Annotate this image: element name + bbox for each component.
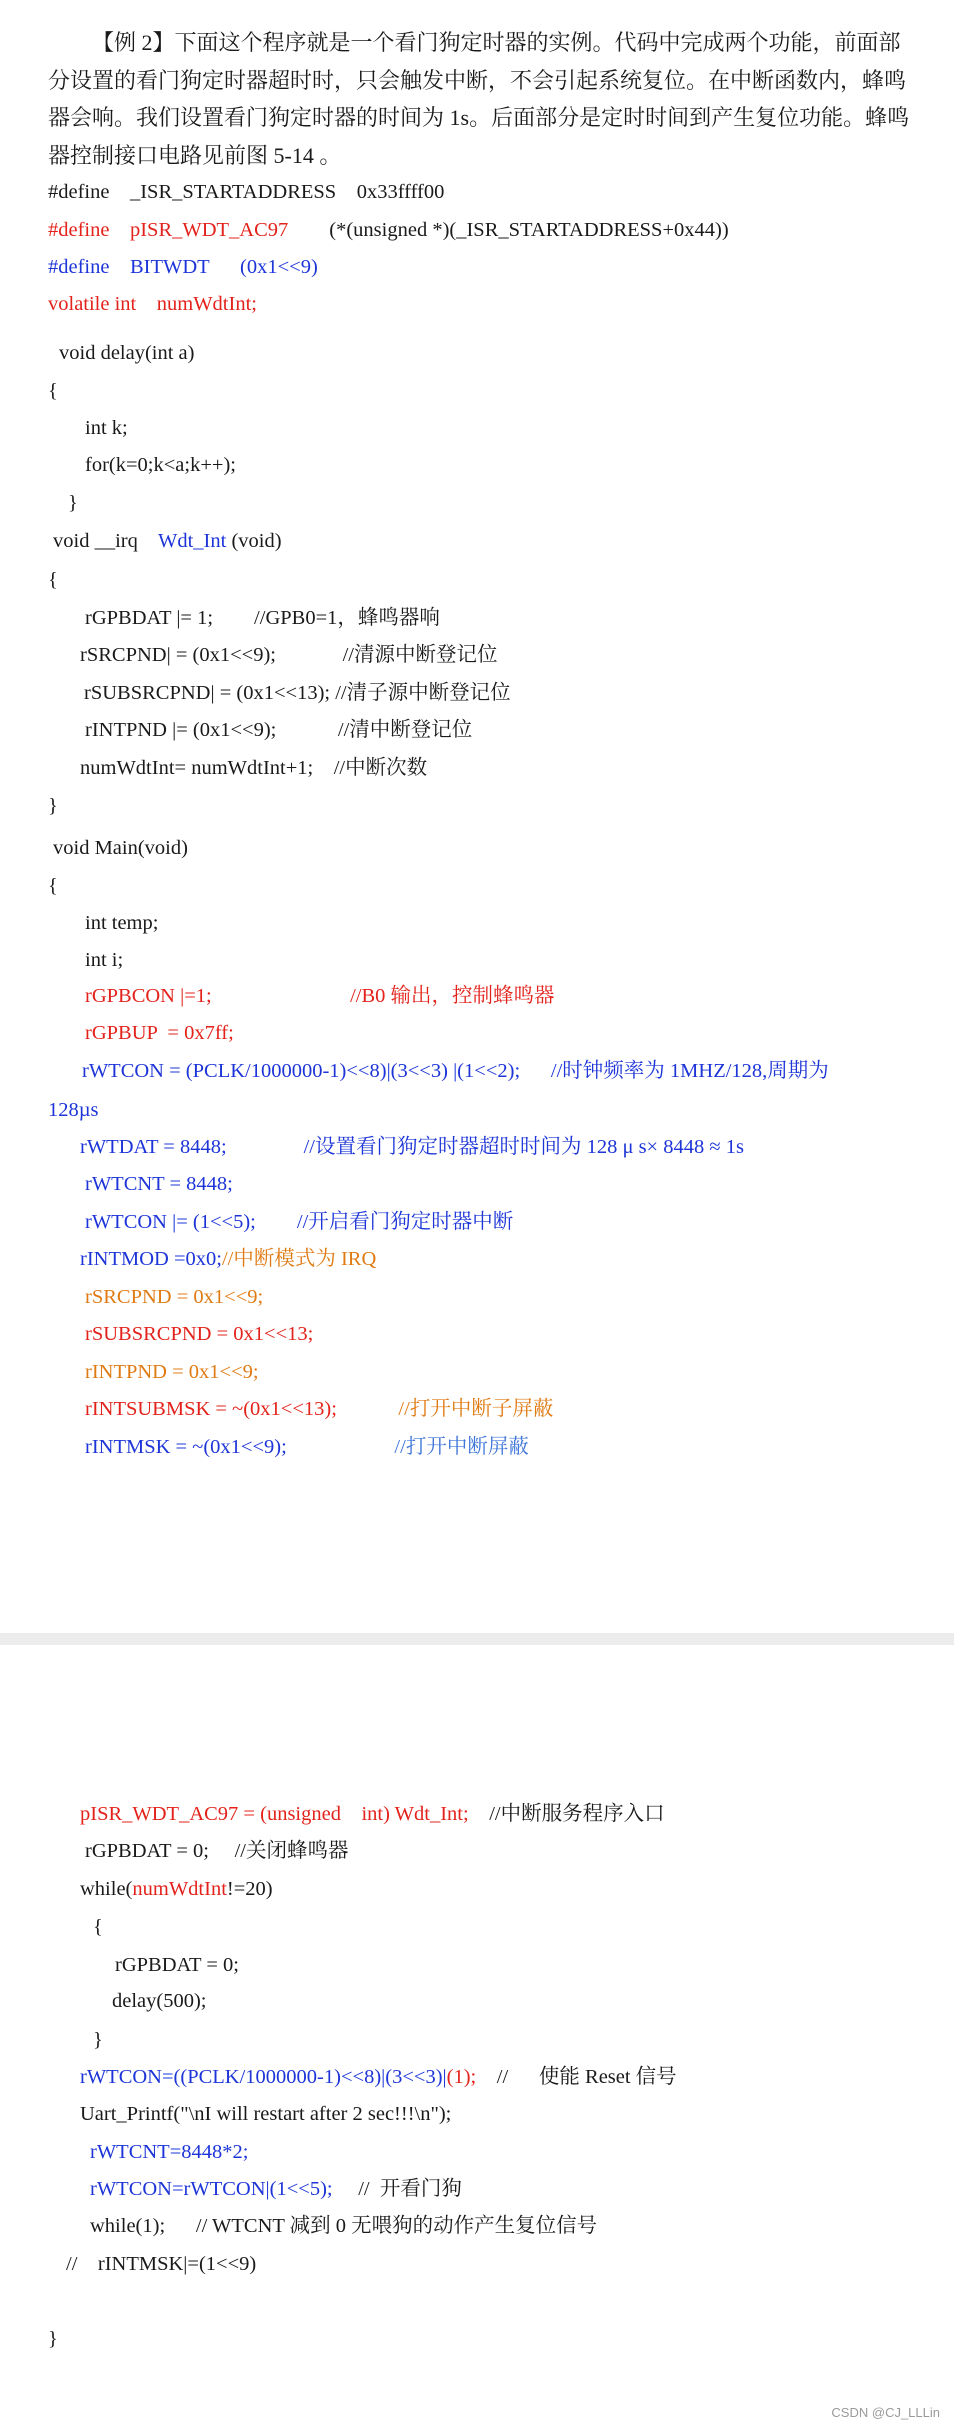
code-line: } [68, 492, 78, 514]
code-line: rINTSUBMSK = ~(0x1<<13); //打开中断子屏蔽 [85, 1398, 554, 1420]
code-line: volatile int numWdtInt; [48, 293, 257, 315]
code-line: { [93, 1916, 103, 1938]
code-line: rSRCPND = 0x1<<9; [85, 1286, 264, 1308]
code-line: rINTMOD =0x0;//中断模式为 IRQ [80, 1248, 377, 1270]
code-line: rGPBDAT = 0; [115, 1954, 239, 1976]
source-credit: CSDN @CJ_LLLin [831, 2405, 940, 2420]
code-line: rSUBSRCPND| = (0x1<<13); //清子源中断登记位 [84, 682, 511, 704]
code-line: rWTCNT=8448*2; [90, 2141, 249, 2163]
code-line: void Main(void) [53, 837, 188, 859]
code-line: void __irq Wdt_Int (void) [53, 530, 282, 552]
code-line: rGPBCON |=1; //B0 输出，控制蜂鸣器 [85, 985, 555, 1007]
code-line: } [93, 2029, 103, 2051]
code-line: { [48, 380, 58, 402]
code-line: } [48, 2328, 58, 2350]
code-line: int k; [85, 417, 128, 439]
code-line: { [48, 875, 58, 897]
page-separator [0, 1633, 954, 1645]
code-line: rWTCON=((PCLK/1000000-1)<<8)|(3<<3)|(1); // 使能 Reset 信号 [80, 2066, 677, 2088]
code-line: rWTDAT = 8448; //设置看门狗定时器超时时间为 128 μ s× 8448 ≈ 1s [80, 1136, 744, 1158]
code-line: int i; [85, 949, 124, 971]
code-line: while(numWdtInt!=20) [80, 1878, 273, 1900]
code-line: rWTCON |= (1<<5); //开启看门狗定时器中断 [85, 1211, 514, 1233]
code-line: while(1); // WTCNT 减到 0 无喂狗的动作产生复位信号 [90, 2215, 598, 2237]
code-line: for(k=0;k<a;k++); [85, 454, 236, 476]
code-line: void delay(int a) [59, 342, 195, 364]
code-line: rSRCPND| = (0x1<<9); //清源中断登记位 [80, 644, 498, 666]
code-line: { [48, 569, 58, 591]
code-line: Uart_Printf("\nI will restart after 2 sec!!!\n"); [80, 2103, 452, 2125]
code-line: rSUBSRCPND = 0x1<<13; [85, 1323, 314, 1345]
code-line: rGPBDAT |= 1; //GPB0=1，蜂鸣器响 [85, 607, 440, 629]
code-line: rGPBUP = 0x7ff; [85, 1022, 234, 1044]
code-line: #define pISR_WDT_AC97 (*(unsigned *)(_ISR_STARTADDRESS+0x44)) [48, 219, 729, 241]
code-line: int temp; [85, 912, 159, 934]
code-line: #define _ISR_STARTADDRESS 0x33ffff00 [48, 181, 445, 203]
document-page-2 [0, 1645, 954, 2430]
code-line: rGPBDAT = 0; //关闭蜂鸣器 [85, 1840, 349, 1862]
code-line: rINTMSK = ~(0x1<<9); //打开中断屏蔽 [85, 1436, 529, 1458]
code-line: rWTCON=rWTCON|(1<<5); // 开看门狗 [90, 2178, 462, 2200]
code-line: #define BITWDT (0x1<<9) [48, 256, 318, 278]
code-line: rWTCON = (PCLK/1000000-1)<<8)|(3<<3) |(1<<2); //时钟频率为 1MHZ/128,周期为 [82, 1060, 829, 1082]
code-line: rINTPND = 0x1<<9; [85, 1361, 259, 1383]
code-line: rWTCNT = 8448; [85, 1173, 233, 1195]
code-line: delay(500); [112, 1990, 207, 2012]
code-line: } [48, 795, 58, 817]
code-line: pISR_WDT_AC97 = (unsigned int) Wdt_Int; //中断服务程序入口 [80, 1803, 665, 1825]
code-line: numWdtInt= numWdtInt+1; //中断次数 [80, 757, 428, 779]
code-line: 128µs [48, 1099, 99, 1121]
intro-paragraph: 【例 2】下面这个程序就是一个看门狗定时器的实例。代码中完成两个功能，前面部分设置的看门狗定时器超时时，只会触发中断，不会引起系统复位。在中断函数内，蜂鸣器会响。我们设置看门狗定时器的时间为 1s。后面部分是定时时间到产生复位功能。蜂鸣器控制接口电路见前图 5-14 。 [48, 30, 910, 168]
code-line: // rINTMSK|=(1<<9) [66, 2253, 257, 2275]
code-line: rINTPND |= (0x1<<9); //清中断登记位 [85, 719, 473, 741]
